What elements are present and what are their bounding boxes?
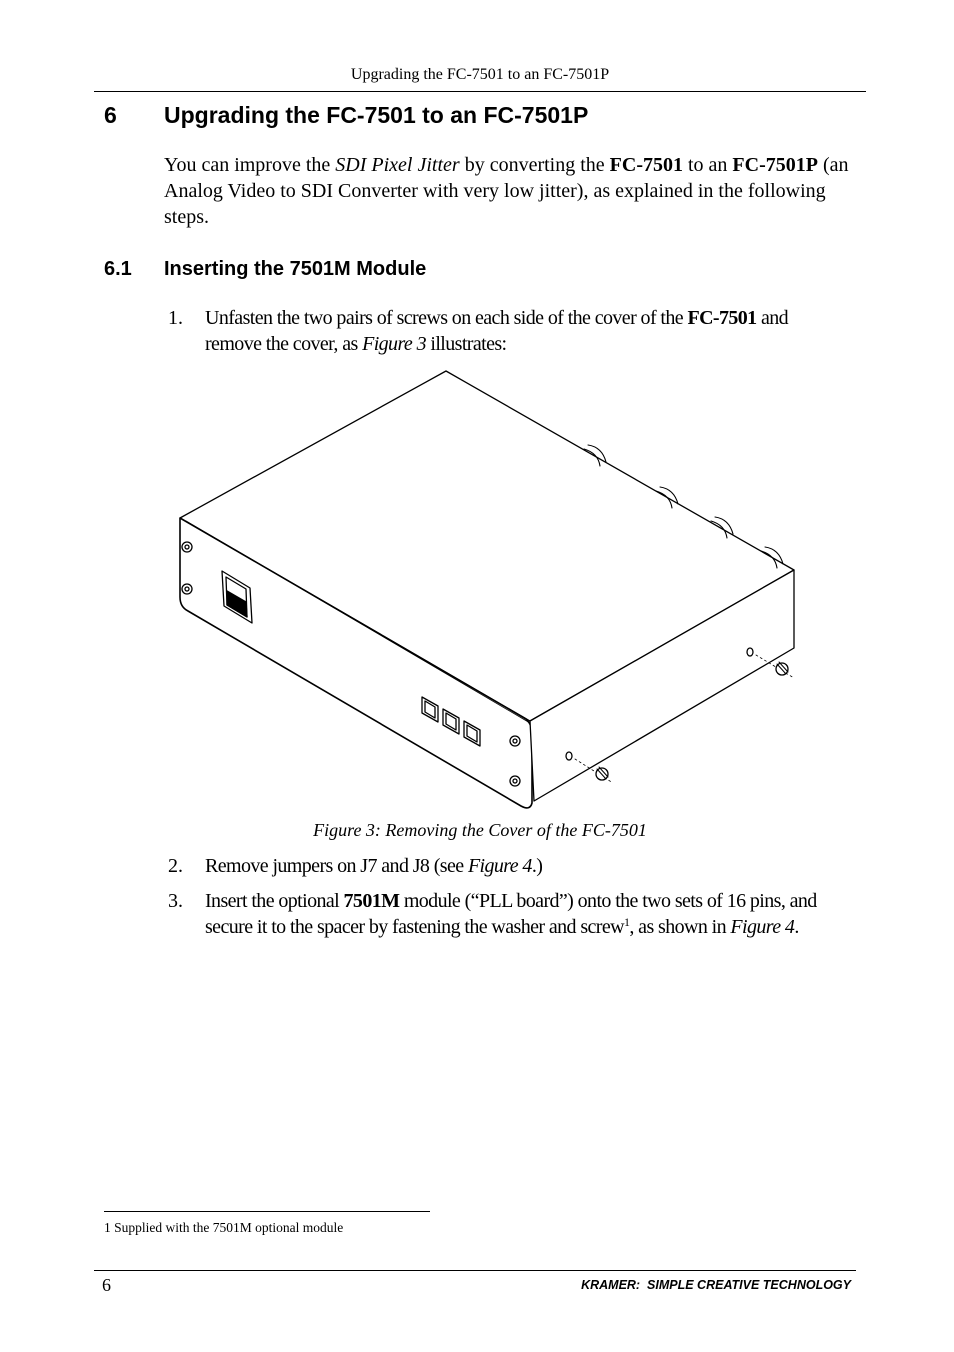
step-3-figure-ref: Figure 4 (730, 916, 795, 938)
device-cover-figure (170, 365, 800, 810)
footnote: 1 Supplied with the 7501M optional module (104, 1220, 344, 1235)
step-3-text-1: Insert the optional (205, 890, 344, 912)
step-2-text-2: .) (531, 855, 543, 877)
step-2-figure-ref: Figure 4 (467, 855, 532, 877)
footer-brand: KRAMER: SIMPLE CREATIVE TECHNOLOGY (581, 1278, 851, 1292)
section-title: Upgrading the FC-7501 to an FC-7501P (164, 102, 589, 128)
step-3-text-2: module (“PLL board”) onto the two sets of 16 pins, and secure it to the spacer by fastening the washer and screw (205, 890, 817, 938)
step-1-text-1: Unfasten the two pairs of screws on each side of the cover of the (205, 307, 688, 329)
step-1-model: FC-7501 (687, 307, 757, 329)
step-text (205, 888, 845, 940)
intro-model-fc7501p: FC-7501P (732, 154, 818, 176)
step-1-text-3: illustrates: (425, 333, 507, 355)
step-number: 1. (168, 307, 183, 329)
intro-text-2: by converting the (459, 154, 610, 176)
subsection-number: 6.1 (104, 258, 132, 280)
footer-rule (94, 1270, 856, 1271)
subsection-title: Inserting the 7501M Module (164, 258, 427, 280)
intro-paragraph (164, 152, 854, 230)
intro-text-4: (an Analog Video to SDI Converter with very low jitter), as explained in the following steps. (164, 154, 849, 228)
running-header: Upgrading the FC-7501 to an FC-7501P (350, 66, 610, 83)
step-2-text-1: Remove jumpers on J7 and J8 (see (205, 855, 468, 877)
intro-text-1: You can improve the (164, 154, 336, 176)
step-3-module: 7501M (343, 890, 400, 912)
page-number: 6 (102, 1275, 111, 1295)
intro-model-fc7501: FC-7501 (609, 154, 683, 176)
section-number: 6 (104, 102, 117, 128)
intro-term-sdi-pixel-jitter: SDI Pixel Jitter (335, 154, 460, 176)
step-text (205, 305, 845, 357)
intro-text-3: to an (682, 154, 733, 176)
step-1-text-2: and remove the cover, as (205, 307, 789, 355)
header-rule (94, 91, 866, 92)
step-1-figure-ref: Figure 3 (362, 333, 426, 355)
footnote-ref[interactable]: 1 (623, 915, 630, 929)
step-text (205, 853, 845, 879)
step-3-text-3: , as shown in (629, 916, 731, 938)
step-number: 2. (168, 855, 183, 877)
step-number: 3. (168, 890, 183, 912)
figure-caption: Figure 3: Removing the Cover of the FC-7501 (313, 820, 647, 840)
step-3-text-4: . (794, 916, 799, 938)
footnote-rule (104, 1211, 430, 1212)
